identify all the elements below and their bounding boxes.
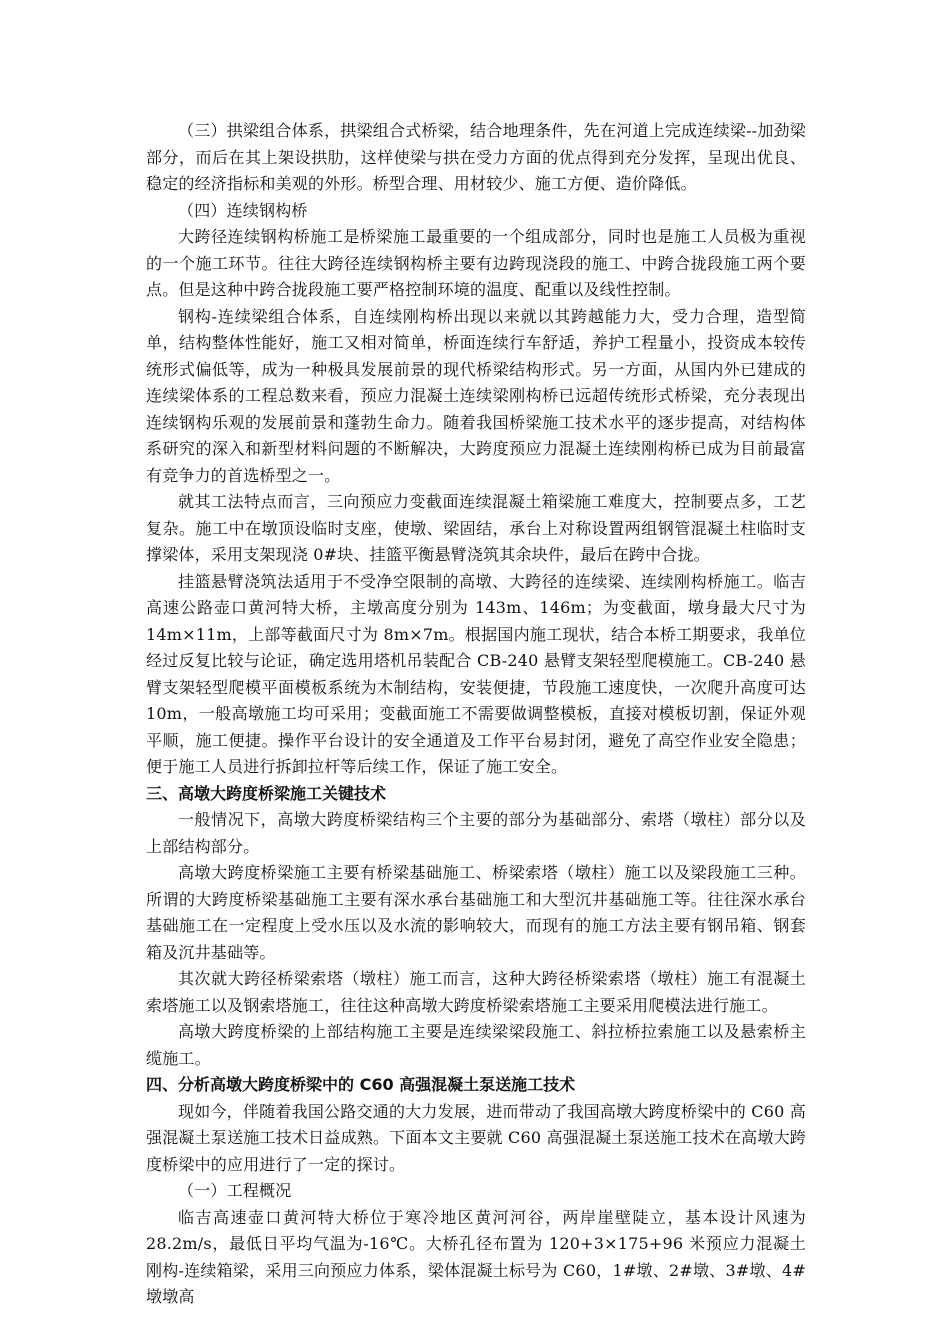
paragraph-foundation: 高墩大跨度桥梁施工主要有桥梁基础施工、桥梁索塔（墩柱）施工以及梁段施工三种。所谓的大跨度桥梁基础施工主要有深水承台基础施工和大型沉井基础施工等。往往深水承台基础施工在一定程度上受水压以及水流的影响较大，而现有的施工方法主要有钢吊箱、钢套箱及沉井基础等。 [146,863,806,962]
paragraph-combined-system: 钢构-连续梁组合体系，自连续刚构桥出现以来就以其跨越能力大，受力合理，造型简单，结构整体性能好，施工又相对简单，桥面连续行车舒适，养护工程量小，投资成本较传统形式偏低等，成为一种极具发展前景的现代桥梁结构形式。另一方面，从国内外已建成的连续梁体系的工程总数来看，预应力混凝土连续梁刚构桥已远超传统形式桥梁，充分表现出连续钢构乐观的发展前景和蓬勃生命力。随着我国桥梁施工技术水平的逐步提高，对结构体系研究的深入和新型材料问题的不断解决，大跨度预应力混凝土连续刚构桥已成为目前最富有竞争力的首选桥型之一。 [146,306,806,485]
section-heading-3: 三、高墩大跨度桥梁施工关键技术 [146,783,387,803]
paragraph-project-overview: 临吉高速壶口黄河特大桥位于寒冷地区黄河河谷，两岸崖壁陡立，基本设计风速为 28.2m/s，最低日平均气温为-16℃。大桥孔径布置为 120+3×175+96 米预应力混凝土刚构-连续箱梁，采用三向预应力体系，梁体混凝土标号为 C60，1#墩、2#墩、3#墩、4#墩墩高 [146,1207,806,1306]
paragraph-structure-parts: 一般情况下，高墩大跨度桥梁结构三个主要的部分为基础部分、索塔（墩柱）部分以及上部结构部分。 [146,810,806,856]
subheading-continuous-rigid-frame: （四）连续钢构桥 [178,200,308,220]
paragraph-pylon: 其次就大跨径桥梁索塔（墩柱）施工而言，这种大跨径桥梁索塔（墩柱）施工有混凝土索塔施工以及钢索塔施工，往往这种高墩大跨度桥梁索塔施工主要采用爬模法进行施工。 [146,969,806,1015]
paragraph-method-features: 就其工法特点而言，三向预应力变截面连续混凝土箱梁施工难度大，控制要点多，工艺复杂。施工中在墩顶设临时支座，使墩、梁固结，承台上对称设置两组钢管混凝土柱临时支撑梁体，采用支架现浇 0#块、挂篮平衡悬臂浇筑其余块件，最后在跨中合拢。 [146,492,806,564]
paragraph-large-span: 大跨径连续钢构桥施工是桥梁施工最重要的一个组成部分，同时也是施工人员极为重视的一个施工环节。往往大跨径连续钢构桥主要有边跨现浇段的施工、中跨合拢段施工两个要点。但是这种中跨合拢段施工要严格控制环境的温度、配重以及线性控制。 [146,227,806,299]
section-heading-4: 四、分析高墩大跨度桥梁中的 C60 高强混凝土泵送施工技术 [146,1075,576,1094]
paragraph-c60-intro: 现如今，伴随着我国公路交通的大力发展，进而带动了我国高墩大跨度桥梁中的 C60 高强混凝土泵送施工技术日益成熟。下面本文主要就 C60 高强混凝土泵送施工技术在高墩大跨度桥梁中的应用进行了一定的探讨。 [146,1101,806,1174]
paragraph-arch-beam: （三）拱梁组合体系，拱梁组合式桥梁，结合地理条件，先在河道上完成连续梁--加劲梁部分，而后在其上架设拱肋，这样使梁与拱在受力方面的优点得到充分发挥，呈现出优良、稳定的经济指标和美观的外形。桥型合理、用材较少、施工方便、造价降低。 [146,121,806,193]
document-page [146,118,806,1311]
paragraph-cantilever-casting: 挂篮悬臂浇筑法适用于不受净空限制的高墩、大跨径的连续梁、连续刚构桥施工。临吉高速公路壶口黄河特大桥，主墩高度分别为 143m、146m；为变截面，墩身最大尺寸为 14m×11m，上部等截面尺寸为 8m×7m。根据国内施工现状，结合本桥工期要求，我单位经过反复比较与论证，确定选用塔机吊装配合 CB-240 悬臂支架轻型爬模施工。CB-240 悬臂支架轻型爬模平面模板系统为木制结构，安装便捷，节段施工速度快，一次爬升高度可达 10m，一般高墩施工均可采用；变截面施工不需要做调整模板，直接对模板切割，保证外观平顺，施工便捷。操作平台设计的安全通道及工作平台易封闭，避免了高空作业安全隐患；便于施工人员进行拆卸拉杆等后续工作，保证了施工安全。 [146,571,806,776]
subheading-project-overview: （一）工程概况 [178,1181,292,1200]
paragraph-superstructure: 高墩大跨度桥梁的上部结构施工主要是连续梁梁段施工、斜拉桥拉索施工以及悬索桥主缆施工。 [146,1022,806,1068]
